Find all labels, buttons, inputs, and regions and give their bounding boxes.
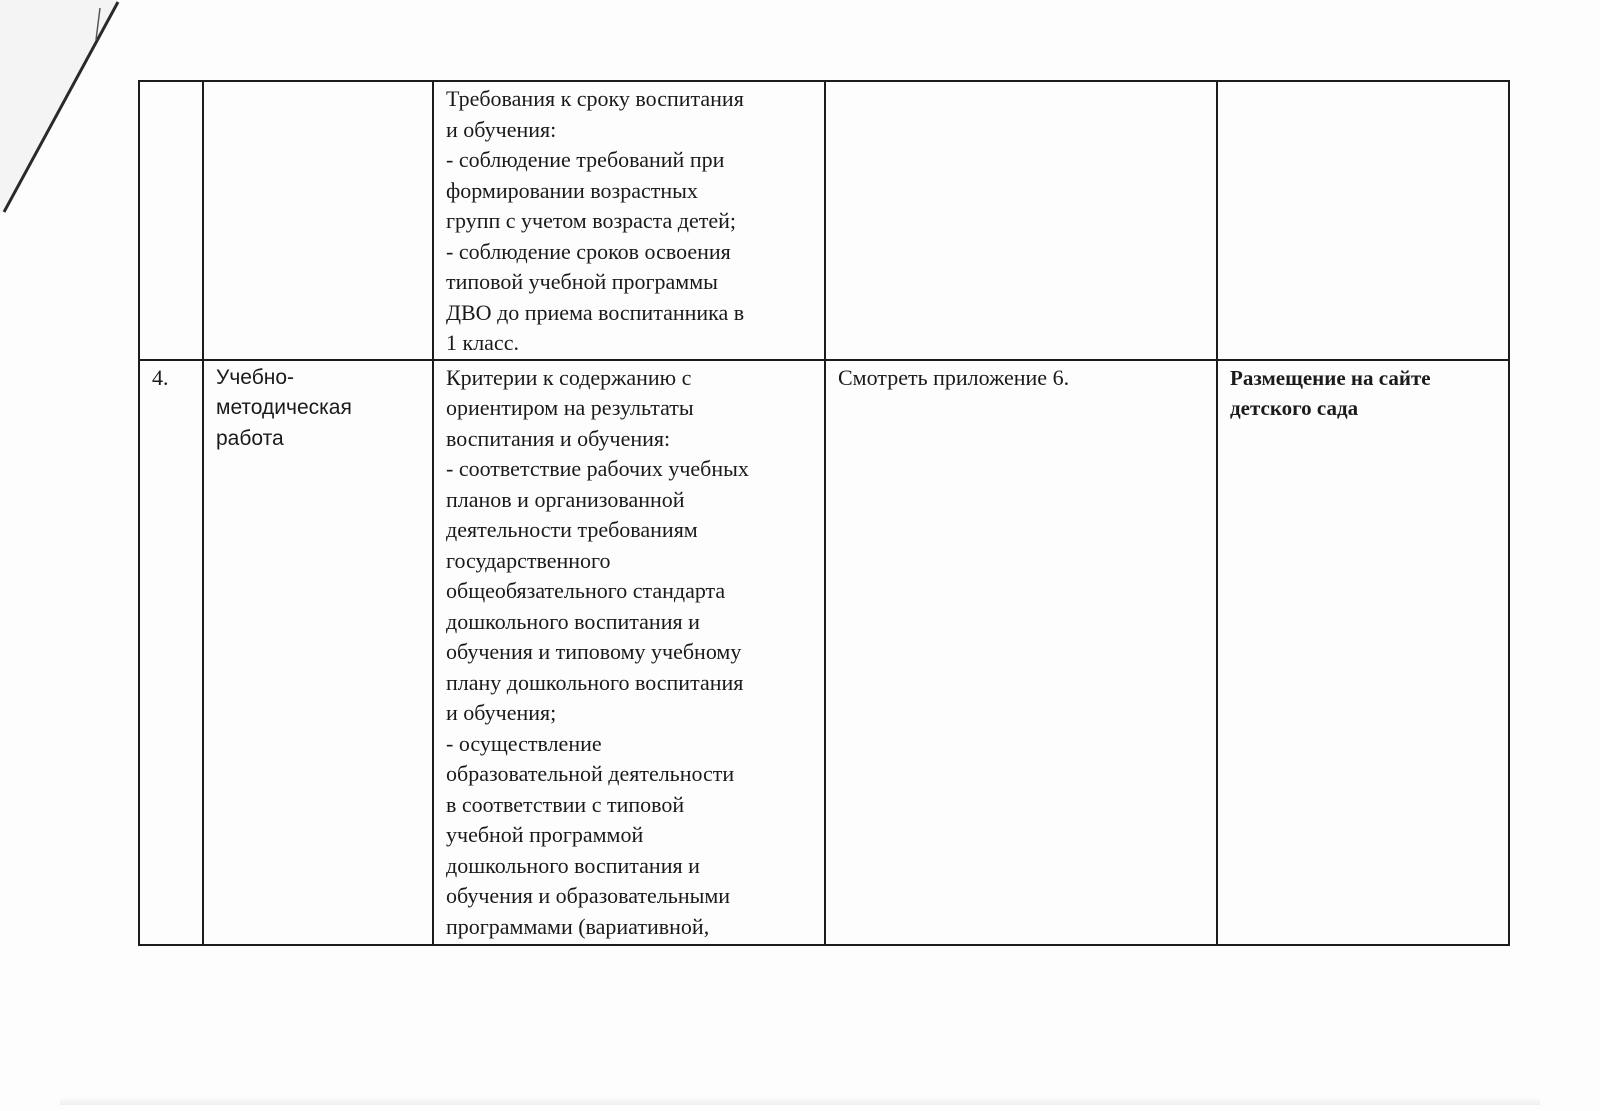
placement-cell [1217,81,1509,360]
criteria-cell [433,81,825,360]
table-row [139,81,1509,360]
reference-cell [825,81,1217,360]
reference-cell [825,360,1217,945]
scan-edge-shadow [60,1097,1540,1105]
row-number-cell [139,360,203,945]
page-corner-fold [0,0,140,220]
section-name-cell [203,360,433,945]
criteria-text: Требования к сроку воспитания и обучения: - соблюдение требований при формировании возрастных групп с учетом возраста детей; - соблюдение сроков освоения типовой учебной программы ДВО до приема воспитанника в 1 класс. [446,86,745,355]
assessment-table-container [138,80,1510,940]
reference-text: Смотреть приложение 6. [838,364,1070,390]
assessment-table [138,80,1510,946]
row-number-cell [139,81,203,360]
placement-cell [1217,360,1509,945]
placement-text: Размещение на сайте детского сада [1230,365,1431,420]
criteria-text: Критерии к содержанию с ориентиром на результаты воспитания и обучения: - соответствие рабочих учебных планов и организованной деятельности требованиям государственного общеобязательного стандарта дошкольного воспитания и обучения и типовому учебному плану дошкольного воспитания и обучения; - осуществление образовательной деятельности в соответствии с типовой учебной программой дошкольного воспитания и обучения и образовательными программами (вариативной, [446,364,749,939]
table-row [139,360,1509,945]
row-number: 4. [152,364,169,390]
criteria-cell [433,360,825,945]
section-name-cell [203,81,433,360]
section-name: Учебно- методическая работа [216,365,352,450]
